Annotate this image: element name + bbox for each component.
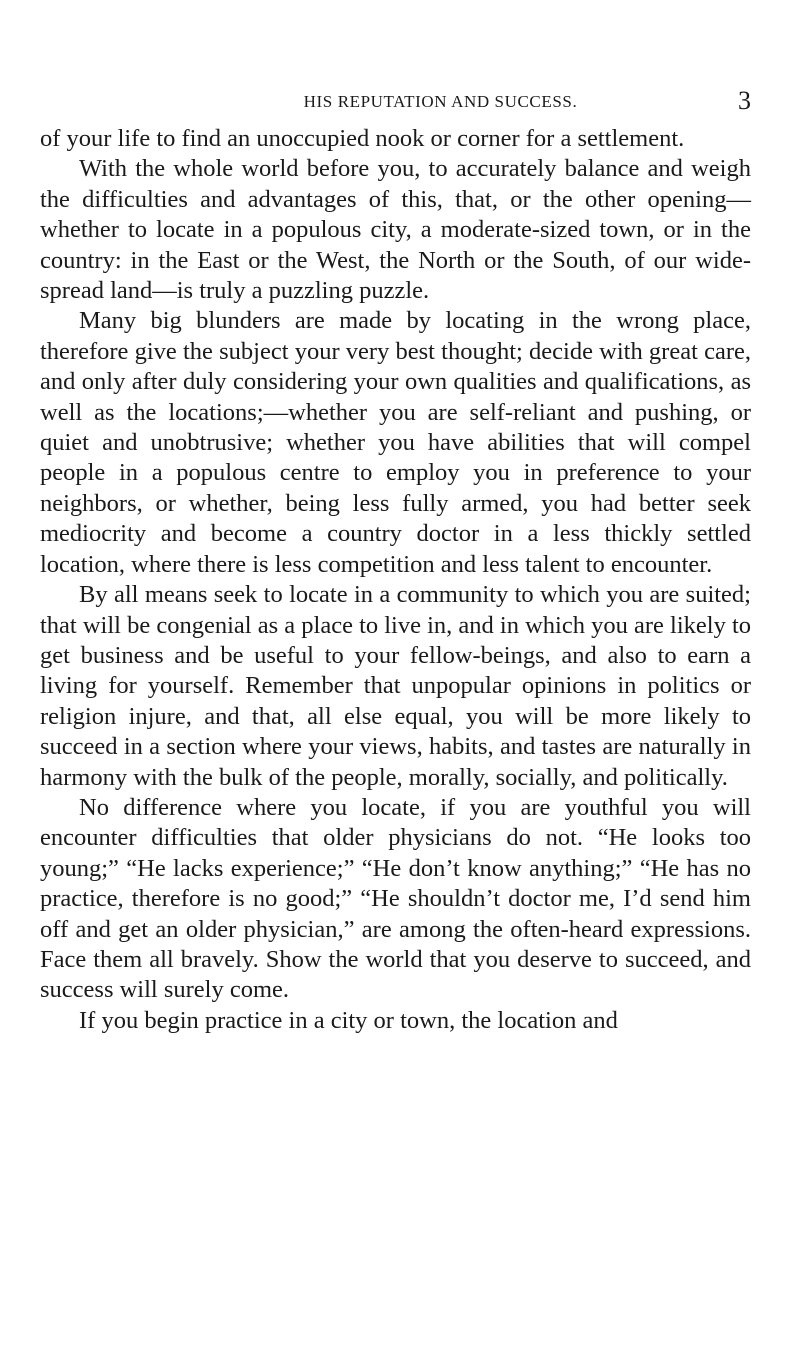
running-head	[40, 88, 751, 124]
running-title: HIS REPUTATION AND SUCCESS.	[303, 92, 578, 111]
body-text	[40, 124, 751, 1036]
paragraph: of your life to find an unoccupied nook or corner for a settlement.	[40, 125, 685, 152]
book-page	[40, 88, 751, 1036]
paragraph: By all means seek to locate in a community to which you are suited; that will be congenial as a place to live in, and in which you are likely to get business and be useful to your fellow-beings, and also to earn a living for yourself. Remember that unpopular opinions in politics or religion injure, and that, all else equal, you will be more likely to succeed in a section where your views, habits, and tastes are naturally in harmony with the bulk of the people, morally, socially, and politically.	[40, 581, 751, 791]
paragraph: Many big blunders are made by locating in the wrong place, therefore give the subject your very best thought; decide with great care, and only after duly considering your own qualities and qualifications, as well as the locations;—whether you are self-reliant and pushing, or quiet and unobtrusive; whether you have abilities that will compel people in a populous centre to employ you in preference to your neighbors, or whether, being less fully armed, you had better seek mediocrity and become a country doctor in a less thickly settled location, where there is less competition and less talent to encounter.	[40, 307, 751, 578]
paragraph: No difference where you locate, if you are youthful you will encounter difficulties that older physicians do not. “He looks too young;” “He lacks experience;” “He don’t know anything;” “He has no practice, therefore is no good;” “He shouldn’t doctor me, I’d send him off and get an older physician,” are among the often-heard expressions. Face them all bravely. Show the world that you deserve to succeed, and success will surely come.	[40, 793, 751, 1004]
paragraph: If you begin practice in a city or town, the location and	[79, 1006, 618, 1034]
paragraph: With the whole world before you, to accurately balance and weigh the difficulties and advantages of this, that, or the other opening—whether to locate in a populous city, a moderate-sized town, or in the country: in the East or the West, the North or the South, of our wide-spread land—is truly a puzzling puzzle.	[40, 155, 751, 305]
page-number: 3	[738, 86, 751, 115]
